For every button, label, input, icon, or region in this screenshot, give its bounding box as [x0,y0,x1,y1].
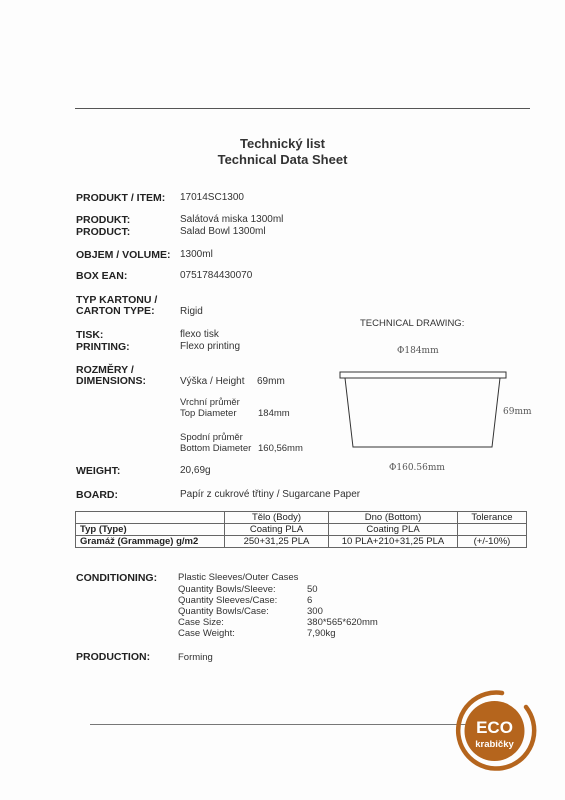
board-row-label: Typ (Type) [76,524,225,536]
conditioning-value: 380*565*620mm [307,617,378,628]
carton-value: Rigid [180,306,203,317]
dimensions-label-1: ROZMĚRY / [76,364,134,376]
print-value-cz: flexo tisk [180,329,219,340]
item-value: 17014SC1300 [180,192,244,203]
drawing-title: TECHNICAL DRAWING: [360,318,465,329]
ean-value: 0751784430070 [180,270,253,281]
product-value-en: Salad Bowl 1300ml [180,226,266,237]
bowl-body [345,378,500,447]
print-label-cz: TISK: [76,329,104,341]
board-cell: (+/-10%) [458,536,527,548]
carton-label-1: TYP KARTONU / [76,294,158,306]
board-cell: Coating PLA [329,524,458,536]
conditioning-value: 300 [307,606,323,617]
conditioning-label: CONDITIONING: [76,572,158,584]
table-row [76,536,527,548]
weight-label: WEIGHT: [76,465,121,477]
ean-label: BOX EAN: [76,270,128,282]
conditioning-value: 7,90kg [307,628,336,639]
title-cz: Technický list [239,136,325,151]
conditioning-value: 6 [307,595,313,606]
volume-value: 1300ml [180,249,213,260]
bottom-diameter-value: 160,56mm [258,443,303,454]
volume-label: OBJEM / VOLUME: [76,249,171,261]
bowl-rim [340,372,506,378]
bowl-drawing [335,365,515,460]
bottom-dim-label: Φ160.56mm [389,463,445,473]
board-cell: 250+31,25 PLA [225,536,329,548]
product-label-en: PRODUCT: [76,226,131,238]
production-value: Forming [178,652,213,663]
product-value-cz: Salátová miska 1300ml [180,214,284,225]
top-rule [75,108,530,109]
board-label: BOARD: [76,489,118,501]
board-header-tolerance: Tolerance [458,512,527,524]
conditioning-key: Quantity Sleeves/Case: [178,595,278,606]
logo-text-eco: ECO [476,718,513,737]
conditioning-key: Case Size: [178,617,224,628]
height-dim-label: 69mm [503,407,532,417]
board-row-label: Gramáž (Grammage) g/m2 [76,536,225,548]
weight-value: 20,69g [180,465,211,476]
board-header-bottom: Dno (Bottom) [329,512,458,524]
conditioning-key: Quantity Bowls/Sleeve: [178,584,276,595]
table-row [76,524,527,536]
height-value: 69mm [257,376,285,387]
conditioning-key: Case Weight: [178,628,235,639]
board-table [75,511,527,548]
conditioning-value: 50 [307,584,318,595]
top-diameter-value: 184mm [258,408,290,419]
print-value-en: Flexo printing [180,341,241,352]
bottom-rule [90,724,470,725]
eco-logo [447,683,542,778]
logo-text-krabicky: krabičky [475,739,514,750]
board-header-blank [76,512,225,524]
top-diameter-cz: Vrchní průměr [180,397,240,408]
top-dim-label: Φ184mm [397,346,439,356]
board-cell: 10 PLA+210+31,25 PLA [329,536,458,548]
conditioning-title: Plastic Sleeves/Outer Cases [178,572,299,583]
board-cell [458,524,527,536]
item-label: PRODUKT / ITEM: [76,192,166,204]
board-value: Papír z cukrové třtiny / Sugarcane Paper [180,489,361,500]
board-cell: Coating PLA [225,524,329,536]
title-en: Technical Data Sheet [217,152,348,167]
carton-label-2: CARTON TYPE: [76,305,155,317]
top-diameter-en: Top Diameter [180,408,237,419]
height-text: Výška / Height [180,376,245,387]
product-label-cz: PRODUKT: [76,214,131,226]
bottom-diameter-en: Bottom Diameter [180,443,252,454]
board-table-header [76,512,527,524]
dimensions-label-2: DIMENSIONS: [76,375,147,387]
bottom-diameter-cz: Spodní průměr [180,432,243,443]
print-label-en: PRINTING: [76,341,130,353]
board-header-body: Tělo (Body) [225,512,329,524]
conditioning-key: Quantity Bowls/Case: [178,606,269,617]
production-label: PRODUCTION: [76,651,151,663]
